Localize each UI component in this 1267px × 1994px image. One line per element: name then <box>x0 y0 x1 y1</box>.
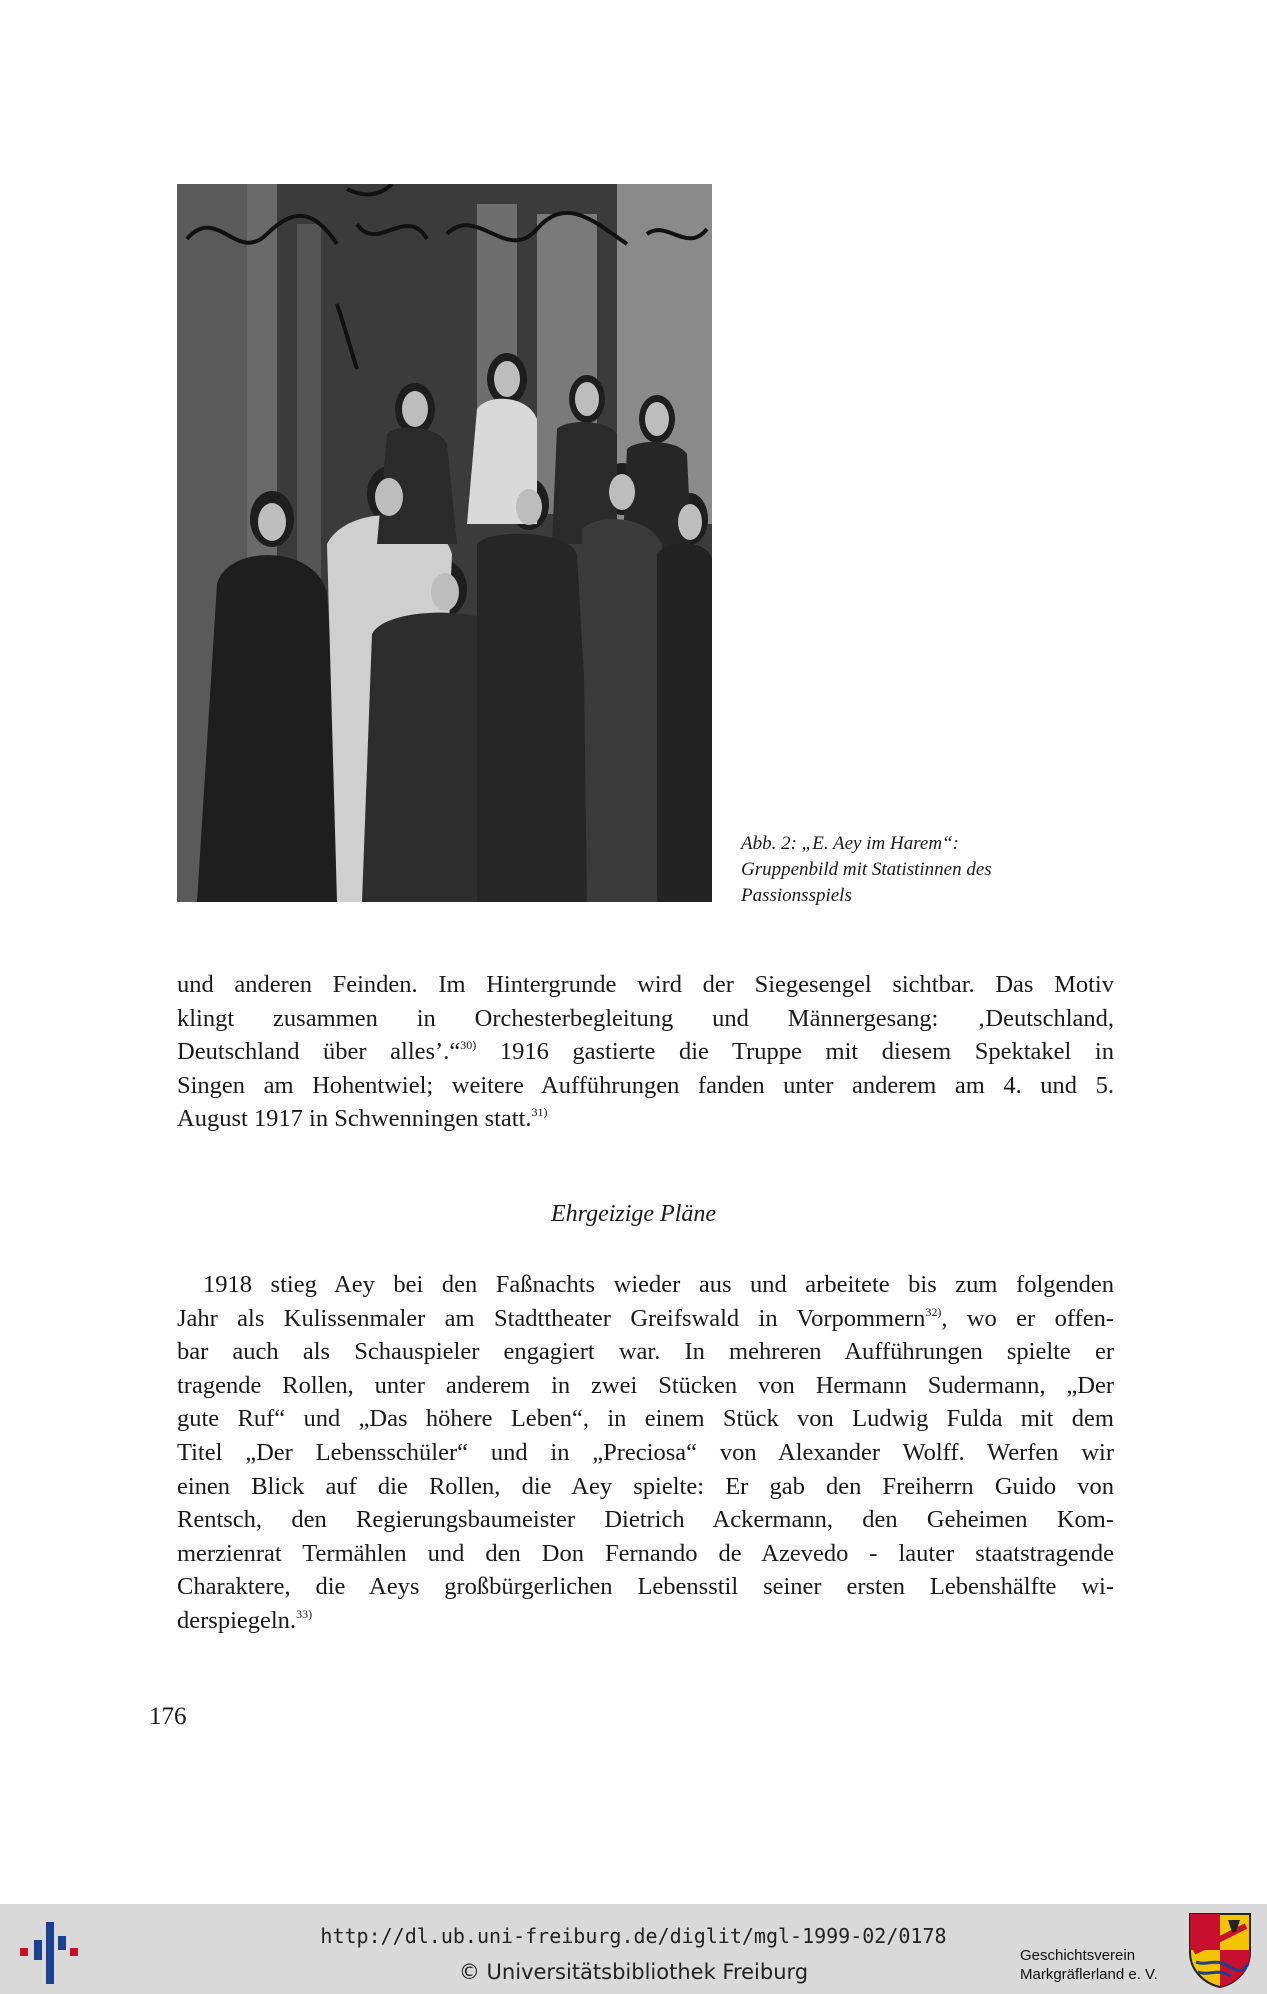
text-line <box>177 1102 1114 1136</box>
text-line: Singen am Hohentwiel; weitere Aufführungen fanden unter anderem am 4. und 5. <box>177 1071 1114 1099</box>
society-name <box>1020 1946 1185 1984</box>
figure-caption <box>741 831 1081 909</box>
text-line <box>177 1604 1114 1638</box>
footnote-marker: 32) <box>925 1304 942 1319</box>
document-url-link[interactable]: http://dl.ub.uni-freiburg.de/diglit/mgl-1999-02/0178 <box>320 1924 947 1948</box>
society-name-line: Markgräflerland e. V. <box>1020 1966 1158 1983</box>
society-name-line: Geschichtsverein <box>1020 1947 1136 1964</box>
text-line: Titel „Der Lebensschüler“ und in „Preciosa“ von Alexander Wolff. Werfen wir <box>177 1438 1114 1466</box>
section-heading: Ehrgeizige Pläne <box>550 1201 717 1227</box>
caption-line: Abb. 2: „E. Aey im Harem“: <box>741 833 959 854</box>
text-line: und anderen Feinden. Im Hintergrunde wird der Siegesengel sichtbar. Das Motiv <box>177 971 1114 998</box>
text-line: bar auch als Schauspieler engagiert war. In mehreren Aufführungen spielte er <box>177 1338 1114 1366</box>
copyright-notice: © Universitätsbibliothek Freiburg <box>458 1960 809 1984</box>
text-segment: Deutschland über alles’.“ <box>177 1038 461 1066</box>
photo-illustration <box>177 184 712 902</box>
footnote-marker: 30) <box>460 1038 477 1053</box>
text-line: klingt zusammen in Orchesterbegleitung und Männergesang: ‚Deutschland, <box>177 1004 1114 1032</box>
caption-line: Passionsspiels <box>741 885 852 906</box>
group-photograph <box>177 184 712 902</box>
text-line: Charaktere, die Aeys großbürgerlichen Lebensstil seiner ersten Lebenshälfte wi- <box>177 1573 1114 1601</box>
page-number: 176 <box>149 1703 187 1730</box>
footer-bar <box>0 1904 1267 1994</box>
footnote-marker: 31) <box>531 1105 548 1120</box>
text-line: 1918 stieg Aey bei den Faßnachts wieder aus und arbeitete bis zum folgenden <box>203 1271 1114 1298</box>
coat-of-arms-icon <box>1188 1912 1252 1988</box>
text-line <box>177 1302 1114 1336</box>
text-line: gute Ruf“ und „Das höhere Leben“, in einem Stück von Ludwig Fulda mit dem <box>177 1405 1114 1433</box>
text-line: tragende Rollen, unter anderem in zwei Stücken von Hermann Sudermann, „Der <box>177 1371 1114 1399</box>
text-segment: derspiegeln. <box>177 1606 297 1634</box>
paragraph-2 <box>177 1268 1114 1638</box>
footnote-marker: 33) <box>296 1606 313 1621</box>
text-line: einen Blick auf die Rollen, die Aey spielte: Er gab den Freiherrn Guido von <box>177 1472 1114 1500</box>
caption-line: Gruppenbild mit Statistinnen des <box>741 859 992 880</box>
text-segment: , wo er offen- <box>941 1304 1114 1332</box>
text-line: Rentsch, den Regierungsbaumeister Dietrich Ackermann, den Geheimen Kom- <box>177 1506 1114 1534</box>
text-line <box>177 1035 1114 1069</box>
paragraph-1 <box>177 968 1114 1136</box>
text-segment: August 1917 in Schwenningen statt. <box>177 1105 532 1133</box>
text-segment: Jahr als Kulissenmaler am Stadttheater Greifswald in Vorpommern <box>177 1304 926 1332</box>
text-segment: 1916 gastierte die Truppe mit diesem Spektakel in <box>499 1038 1114 1066</box>
text-line: merzienrat Termählen und den Don Fernando de Azevedo - lauter staatstragende <box>177 1539 1114 1567</box>
